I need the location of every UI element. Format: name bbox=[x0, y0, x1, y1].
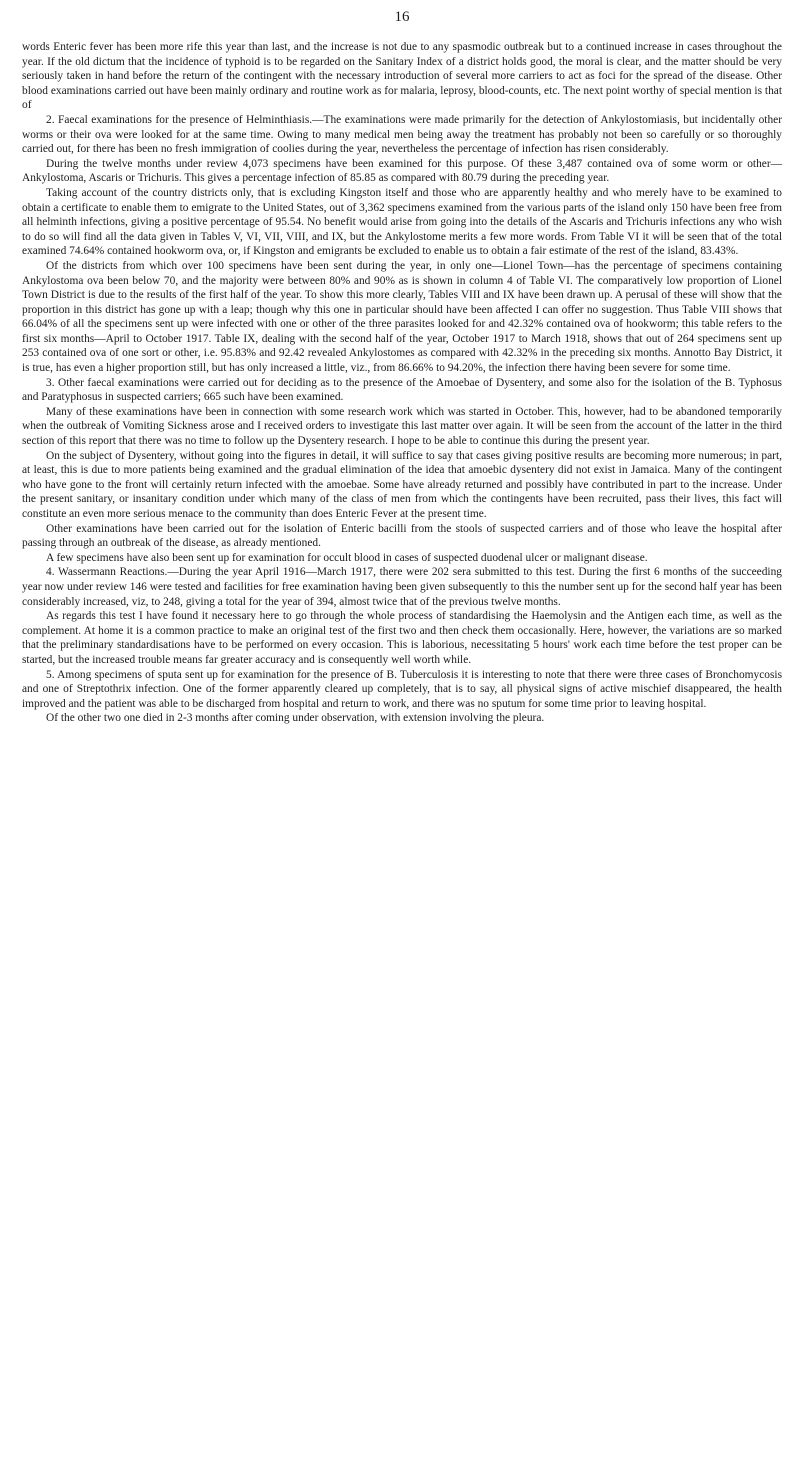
paragraph-specimens-examined: During the twelve months under review 4,073 specimens have been examined for this purpose. Of these 3,487 contained ova of some worm or other—Ankylostoma, Ascaris or Trichuris. This gives a percentage infection of 85.85 as compared with 80.79 during the preceding year. bbox=[22, 157, 782, 185]
paragraph-pleura: Of the other two one died in 2-3 months after coming under observation, with extension involving the pleura. bbox=[46, 712, 545, 725]
paragraph-research-work: Many of these examinations have been in connection with some research work which was started in October. This, however, had to be abandoned temporarily when the outbreak of Vomiting Sickness arose and I received orders to investigate this last matter over again. It will be seen from the account of the latter in the third section of this report that there was no time to follow up the Dysentery research. I hope to be able to continue this during the present year. bbox=[22, 405, 782, 448]
paragraph-dysentery: On the subject of Dysentery, without going into the figures in detail, it will suffice to say that cases giving positive results are becoming more numerous; in part, at least, this is due to more patients being examined and the gradual elimination of the idea that amoebic dysentery did not exist in Jamaica. Many of the contingent who have gone to the front will certainly return infected with the amoebae. Some have already returned and possibly have contributed in part to the increase. Under the present sanitary, or insanitary condition under which many of the class of men from which the contingents have been recruited, pass their lives, this fact will constitute an even more serious menace to the community than does Enteric Fever at the present time. bbox=[22, 449, 782, 520]
page-number: 16 bbox=[394, 9, 410, 25]
paragraph-occult-blood: A few specimens have also been sent up for examination for occult blood in cases of suspected duodenal ulcer or malignant disease. bbox=[46, 551, 648, 564]
paragraph-standardising: As regards this test I have found it necessary here to go through the whole process of standardising the Haemolysin and the Antigen each time, as well as the complement. At home it is a common practice to make an original test of the first two and then check them occasionally. Here, however, the variations are so marked that the preliminary standardisations have to be performed on every occasion. This is laborious, necessitating 5 hours' work each time before the test proper can be started, but the increased trouble means far greater accuracy and is consequently well worth while. bbox=[22, 610, 782, 666]
paragraph-other-faecal: 3. Other faecal examinations were carried out for deciding as to the presence of the Amoebae of Dysentery, and some also for the isolation of the B. Typhosus and Paratyphosus in suspected carriers; 665 such have been examined. bbox=[22, 376, 782, 404]
paragraph-sputa: 5. Among specimens of sputa sent up for examination for the presence of B. Tuberculosis it is interesting to note that there were three cases of Bronchomycosis and one of Streptothrix infection. One of the former apparently cleared up completely, that is to say, all physical signs of active mischief disappeared, the health improved and the patient was able to be discharged from hospital and return to work, and there was no sputum for some time prior to leaving hospital. bbox=[22, 668, 782, 710]
paragraph-country-districts: Taking account of the country districts only, that is excluding Kingston itself and those who are apparently healthy and who merely have to be examined to obtain a certificate to enable them to emigrate to the United States, out of 3,362 specimens examined from the various parts of the island only 150 have been free from all helminth infections, giving a positive percentage of 95.54. No benefit would arise from going into the details of the Ascaris and Trichuris infections any who wish to do so will find all the data given in Tables V, VI, VII, VIII, and IX, but the Ankylostome merits a few more words. From Table VI it will be seen that of the total examined 74.64% contained hookworm ova, or, if Kingston and emigrants be excluded to enable us to obtain a fair estimate of the rest of the island, 83.43%. bbox=[22, 186, 782, 258]
paragraph-wassermann: 4. Wassermann Reactions.—During the year April 1916—March 1917, there were 202 sera submitted to this test. During the first 6 months of the succeeding year now under review 146 were tested and facilities for free examination having been given subsequently to this the number sent up for the second half year has been considerably increased, viz, to 248, giving a total for the year of 394, almost twice that of the previous twelve months. bbox=[22, 566, 782, 608]
paragraph-enteric-continuation: words Enteric fever has been more rife this year than last, and the increase is not due to any spasmodic outbreak but to a continued increase in cases throughout the year. If the old dictum that the incidence of typhoid is to be regarded on the Sanitary Index of a district holds good, the moral is clear, and the matter should be very seriously taken in hand before the return of the contingent with the necessary introduction of several more carriers to act as foci for the spread of the disease. Other blood examinations carried out have been mainly ordinary and routine work as for malaria, leprosy, blood-counts, etc. The next point worthy of special mention is that of bbox=[22, 41, 782, 112]
paragraph-enteric-carriers: Other examinations have been carried out for the isolation of Enteric bacilli from the stools of suspected carriers and of those who leave the hospital after passing through an outbreak of the disease, as already mentioned. bbox=[22, 522, 782, 550]
paragraph-faecal-helminthiasis: 2. Faecal examinations for the presence of Helminthiasis.—The examinations were made primarily for the detection of Ankylostomiasis, but incidentally other worms or their ova were looked for at the same time. Owing to many medical men being away the treatment has probably not been so carefully or so thoroughly carried out, for there has been no fresh immigration of coolies during the year, nevertheless the percentage of infection has risen considerably. bbox=[22, 113, 782, 156]
paragraph-lionel-town: Of the districts from which over 100 specimens have been sent during the year, in only one—Lionel Town—has the percentage of specimens containing Ankylostoma ova been below 70, and the majority were between 80% and 90% as is shown in column 4 of Table VI. The comparatively low proportion of Lionel Town District is due to the results of the first half of the year. To show this more clearly, Tables VIII and IX have been drawn up. A perusal of these will show that the proportion in this district has gone up with a leap; though why this one in particular should have been affected I can offer no suggestion. Thus Table VIII shows that 66.04% of all the specimens sent up were infected with one or other of the three parasites looked for and 42.32% contained ova of hookworm; this table refers to the first six months—April to October 1917. Table IX, dealing with the second half of the year, October 1917 to March 1918, shows that out of 264 specimens sent up 253 contained ova of one sort or other, i.e. 95.83% and 92.42 revealed Ankylostomes as compared with 42.32% in the preceding six months. Annotto Bay District, it is true, has even a higher proportion still, but has only increased a little, viz., from 86.66% to 94.20%, the infection there having been severe for some time. bbox=[22, 259, 782, 375]
